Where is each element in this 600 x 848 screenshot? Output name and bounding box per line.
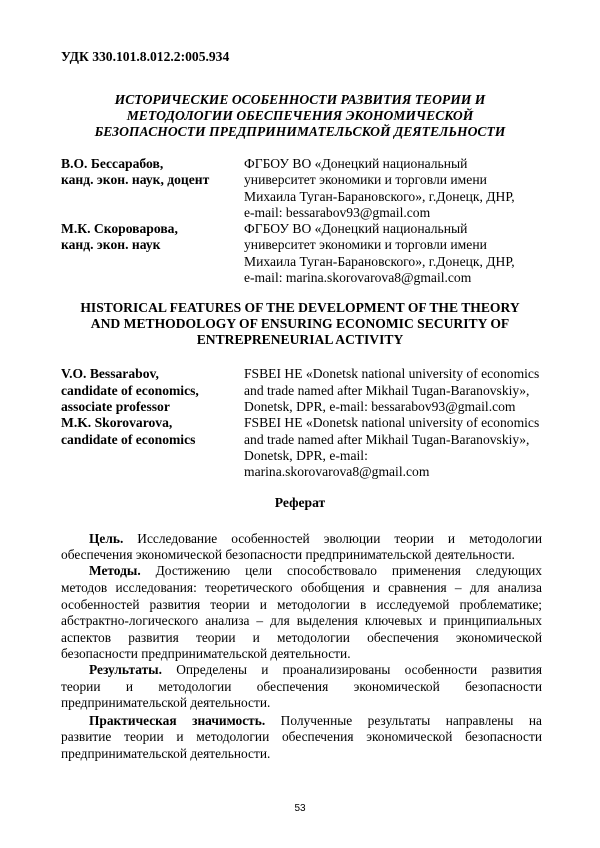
author-ru-1-affil-line: университет экономики и торговли имени [244, 172, 487, 187]
author-en-2-affil-line: Donetsk, DPR, e-mail: [244, 448, 368, 463]
udc-code: УДК 330.101.8.012.2:005.934 [61, 49, 230, 64]
author-ru-1-affil-line: Михаила Туган-Барановского», г.Донецк, ДНР, [244, 189, 515, 204]
title-en-line-1: HISTORICAL FEATURES OF THE DEVELOPMENT OF THE THEORY [80, 300, 520, 315]
author-ru-2-affil-line: ФГБОУ ВО «Донецкий национальный [244, 221, 468, 236]
abstract-significance-text: Полученные результаты направлены на [265, 713, 542, 728]
author-en-1-position: associate professor [61, 399, 170, 414]
abstract-goal-text: Исследование особенностей эволюции теории и методологии [123, 531, 542, 546]
abstract-significance-line: развитие теории и методологии обеспечения экономической безопасности [61, 729, 542, 744]
author-ru-1-degree: канд. экон. наук, доцент [61, 172, 210, 187]
author-ru-2-affil-line: Михаила Туган-Барановского», г.Донецк, ДНР, [244, 254, 515, 269]
author-ru-1-name: В.О. Бессарабов, [61, 156, 164, 171]
author-en-2-email: marina.skorovarova8@gmail.com [244, 464, 430, 479]
author-en-1-name: V.O. Bessarabov, [61, 366, 159, 381]
abstract-heading: Реферат [274, 495, 326, 510]
author-ru-1-affil-line: ФГБОУ ВО «Донецкий национальный [244, 156, 468, 171]
author-ru-2-affil-line: университет экономики и торговли имени [244, 237, 487, 252]
title-ru-line-2: МЕТОДОЛОГИИ ОБЕСПЕЧЕНИЯ ЭКОНОМИЧЕСКОЙ [126, 108, 474, 123]
title-en-line-2: AND METHODOLOGY OF ENSURING ECONOMIC SECURITY OF [90, 316, 510, 331]
page-number: 53 [294, 803, 306, 814]
author-ru-1-email: e-mail: bessarabov93@gmail.com [244, 205, 431, 220]
author-en-1-affil-line: FSBEI HE «Donetsk national university of economics [244, 366, 540, 381]
abstract-methods-line: методов исследования: теоретического обобщения и сравнения – для анализа [61, 580, 542, 595]
abstract-goal-label: Цель. [89, 531, 124, 546]
abstract-methods-text: Достижению цели способствовало применения следующих [140, 563, 542, 578]
abstract-methods-line: особенностей развития теории и методологии в исследуемой проблематике; [61, 597, 542, 612]
author-ru-2-name: М.К. Скороварова, [61, 221, 178, 236]
author-en-1-affil-line: and trade named after Mikhail Tugan-Baranovskiy», [244, 383, 530, 398]
abstract-methods-line: безопасности предпринимательской деятельности. [61, 646, 351, 661]
author-en-1-degree: candidate of economics, [61, 383, 199, 398]
abstract-methods-line: аспектов развития теории и методологии обеспечения экономической [61, 630, 542, 645]
abstract-significance-label: Практическая значимость. [89, 713, 266, 728]
title-ru-line-3: БЕЗОПАСНОСТИ ПРЕДПРИНИМАТЕЛЬСКОЙ ДЕЯТЕЛЬНОСТИ [94, 124, 506, 139]
author-en-2-degree: candidate of economics [61, 432, 196, 447]
abstract-goal-line-1 [61, 530, 542, 547]
author-en-1-email: Donetsk, DPR, e-mail: bessarabov93@gmail.com [244, 399, 516, 414]
abstract-goal-line-2: обеспечения экономической безопасности предпринимательской деятельности. [61, 547, 515, 562]
abstract-methods-label: Методы. [89, 563, 141, 578]
abstract-methods-line: абстрактно-логического анализа – для выделения ключевых и принципиальных [61, 613, 542, 628]
title-en-line-3: ENTREPRENEURIAL ACTIVITY [196, 332, 404, 347]
abstract-methods-line-1 [61, 562, 542, 579]
abstract-significance-line-1 [61, 712, 542, 729]
abstract-results-label: Результаты. [89, 662, 162, 677]
author-en-2-name: M.K. Skorovarova, [61, 415, 173, 430]
author-ru-2-email: e-mail: marina.skorovarova8@gmail.com [244, 270, 472, 285]
title-ru-line-1: ИСТОРИЧЕСКИЕ ОСОБЕННОСТИ РАЗВИТИЯ ТЕОРИИ И [114, 92, 486, 107]
abstract-results-line: предпринимательской деятельности. [61, 695, 271, 710]
abstract-significance-line: предпринимательской деятельности. [61, 746, 271, 761]
author-en-2-affil-line: FSBEI HE «Donetsk national university of economics [244, 415, 540, 430]
author-en-2-affil-line: and trade named after Mikhail Tugan-Baranovskiy», [244, 432, 530, 447]
abstract-results-line: теории и методологии обеспечения экономической безопасности [61, 679, 542, 694]
abstract-results-text: Определены и проанализированы особенности развития [161, 662, 542, 677]
abstract-results-line-1 [61, 661, 542, 678]
author-ru-2-degree: канд. экон. наук [61, 237, 161, 252]
